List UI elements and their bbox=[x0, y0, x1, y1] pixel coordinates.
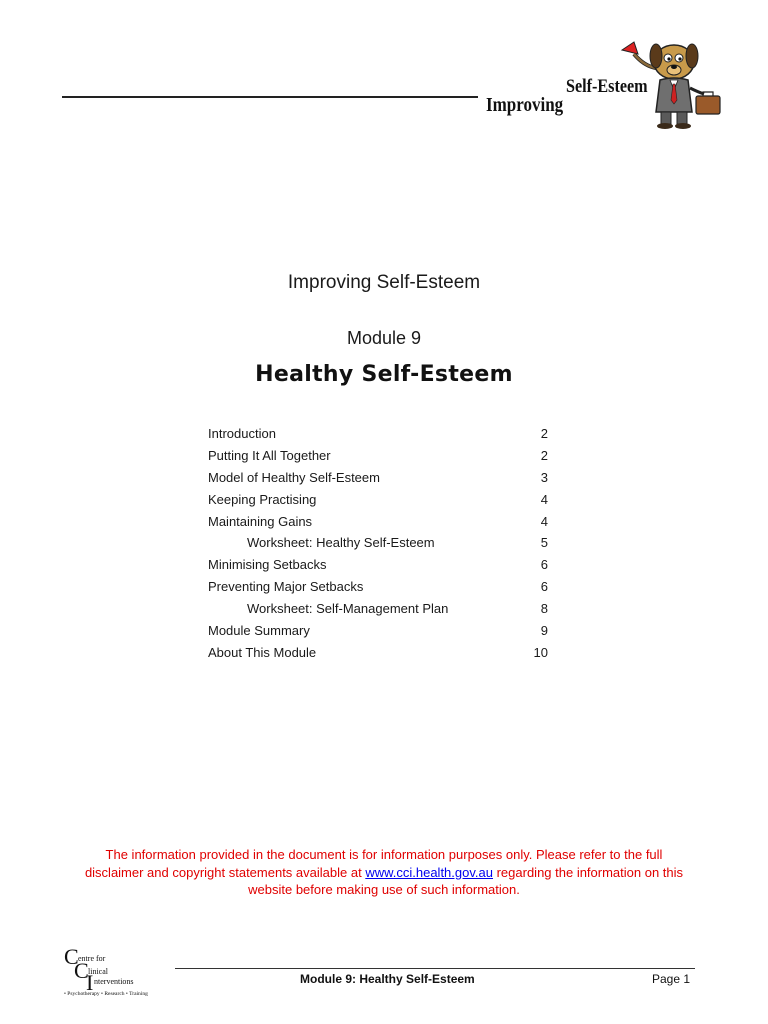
toc-entry bbox=[208, 533, 548, 555]
toc-entry-label: Preventing Major Setbacks bbox=[208, 579, 364, 595]
cci-logo-c2: C bbox=[74, 958, 89, 983]
toc-entry-label: Worksheet: Healthy Self-Esteem bbox=[247, 535, 435, 551]
toc-entry bbox=[208, 643, 548, 665]
footer-module-title: Module 9: Healthy Self-Esteem bbox=[300, 972, 475, 986]
toc-entry-label: Model of Healthy Self-Esteem bbox=[208, 469, 380, 485]
toc-entry-label: Maintaining Gains bbox=[208, 513, 313, 529]
toc-entry-label: Minimising Setbacks bbox=[208, 557, 327, 573]
toc-entry-page: 2 bbox=[540, 426, 548, 441]
cci-logo-centre-for: entre for bbox=[78, 954, 106, 963]
toc-entry-page: 5 bbox=[540, 535, 548, 551]
cartoon-dog-mascot-icon bbox=[604, 38, 734, 130]
cci-logo bbox=[64, 946, 184, 1002]
cci-logo-tagline: • Psychotherapy • Research • Training bbox=[64, 991, 148, 997]
improving-self-esteem-logo bbox=[484, 38, 734, 128]
toc-entry-label: Keeping Practising bbox=[208, 491, 317, 507]
cci-logo-c1: C bbox=[64, 944, 79, 969]
footer-rule bbox=[175, 968, 695, 969]
module-number: Module 9 bbox=[346, 328, 422, 348]
toc-entry-page: 4 bbox=[540, 491, 548, 507]
toc-entry-label: Worksheet: Self-Management Plan bbox=[247, 601, 449, 617]
footer-page-number: Page 1 bbox=[652, 972, 691, 986]
toc-entry-page: 9 bbox=[540, 623, 548, 639]
disclaimer-text-part1: The information provided in the document is for information purposes only. Please refer to the full disclaimer and copyright statements available at bbox=[84, 847, 663, 880]
logo-self-esteem-text: Self-Esteem bbox=[566, 76, 648, 97]
toc-entry-page: 6 bbox=[540, 579, 548, 595]
cci-logo-clinical: linical bbox=[88, 967, 108, 976]
disclaimer-text bbox=[80, 846, 688, 899]
toc-entry-label: Putting It All Together bbox=[208, 447, 331, 463]
disclaimer-text-part2: regarding the information on this website before making use of such information. bbox=[248, 864, 684, 897]
toc-entry bbox=[208, 577, 548, 599]
toc-entry bbox=[208, 555, 548, 577]
cci-logo-i: I bbox=[86, 970, 94, 995]
toc-entry bbox=[208, 512, 548, 534]
toc-entry-label: About This Module bbox=[208, 644, 317, 660]
toc-entry-page: 2 bbox=[540, 447, 548, 463]
header-rule bbox=[62, 96, 478, 98]
toc-entry-page: 6 bbox=[540, 557, 548, 573]
toc-entry bbox=[208, 424, 548, 446]
module-name-heading: Healthy Self-Esteem bbox=[255, 362, 513, 387]
toc-entry-page: 8 bbox=[540, 601, 548, 617]
logo-improving-text: Improving bbox=[486, 94, 564, 116]
toc-entry-page: 3 bbox=[540, 469, 548, 485]
table-of-contents bbox=[208, 424, 548, 665]
toc-entry bbox=[208, 490, 548, 512]
cci-logo-interventions: nterventions bbox=[94, 977, 134, 986]
toc-entry bbox=[208, 446, 548, 468]
toc-entry bbox=[208, 468, 548, 490]
cci-website-link[interactable]: www.cci.health.gov.au bbox=[365, 864, 493, 880]
toc-entry-page: 10 bbox=[533, 644, 548, 660]
document-title: Improving Self-Esteem bbox=[287, 272, 481, 293]
toc-entry-page: 4 bbox=[540, 513, 548, 529]
toc-entry-label: Introduction bbox=[208, 426, 276, 441]
toc-entry-label: Module Summary bbox=[208, 623, 310, 639]
toc-entry bbox=[208, 599, 548, 621]
toc-entry bbox=[208, 621, 548, 643]
